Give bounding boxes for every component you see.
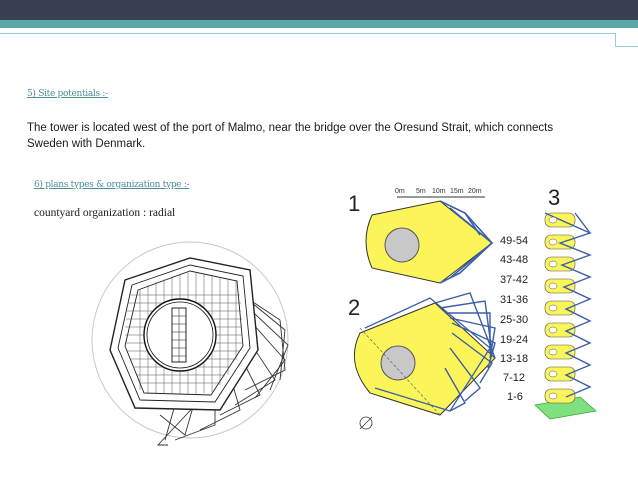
site-description: The tower is located west of the port of Malmo, near the bridge over the Oresund Strait, which connects Sweden with Denmark. <box>27 122 554 150</box>
floor-range-label: 13-18 <box>500 353 529 365</box>
divider-line <box>0 33 615 34</box>
site-potentials-heading: 5) Site potentials :- <box>27 89 108 99</box>
organization-type: countyard organization : radial <box>34 207 176 219</box>
scale-label: 5m <box>416 188 426 195</box>
divider-corner <box>615 33 616 47</box>
scale-bar <box>395 188 485 197</box>
scale-label: 0m <box>395 188 405 195</box>
floor-range-label: 7-12 <box>503 372 526 384</box>
title-bar <box>0 0 638 20</box>
plan-2-label: 2 <box>348 295 361 320</box>
floor-range-label: 25-30 <box>500 314 529 326</box>
floor-range-label: 31-36 <box>500 294 529 306</box>
elevation-label: 3 <box>548 185 561 210</box>
divider-corner-tail <box>615 46 638 47</box>
radial-plan-drawing <box>80 240 310 450</box>
plan-1-label: 1 <box>348 191 361 216</box>
scale-label: 15m <box>450 188 464 195</box>
floor-range-label: 37-42 <box>500 274 529 286</box>
plan-types-diagram <box>340 183 610 438</box>
plans-heading: 6) plans types & organization type :- <box>34 180 190 190</box>
scale-label: 10m <box>432 188 446 195</box>
floor-range-label: 43-48 <box>500 254 529 266</box>
floor-range-label: 49-54 <box>500 235 529 247</box>
floor-range-label: 1-6 <box>507 391 523 403</box>
scale-label: 20m <box>468 188 482 195</box>
accent-stripe <box>0 20 638 28</box>
floor-range-label: 19-24 <box>500 334 529 346</box>
